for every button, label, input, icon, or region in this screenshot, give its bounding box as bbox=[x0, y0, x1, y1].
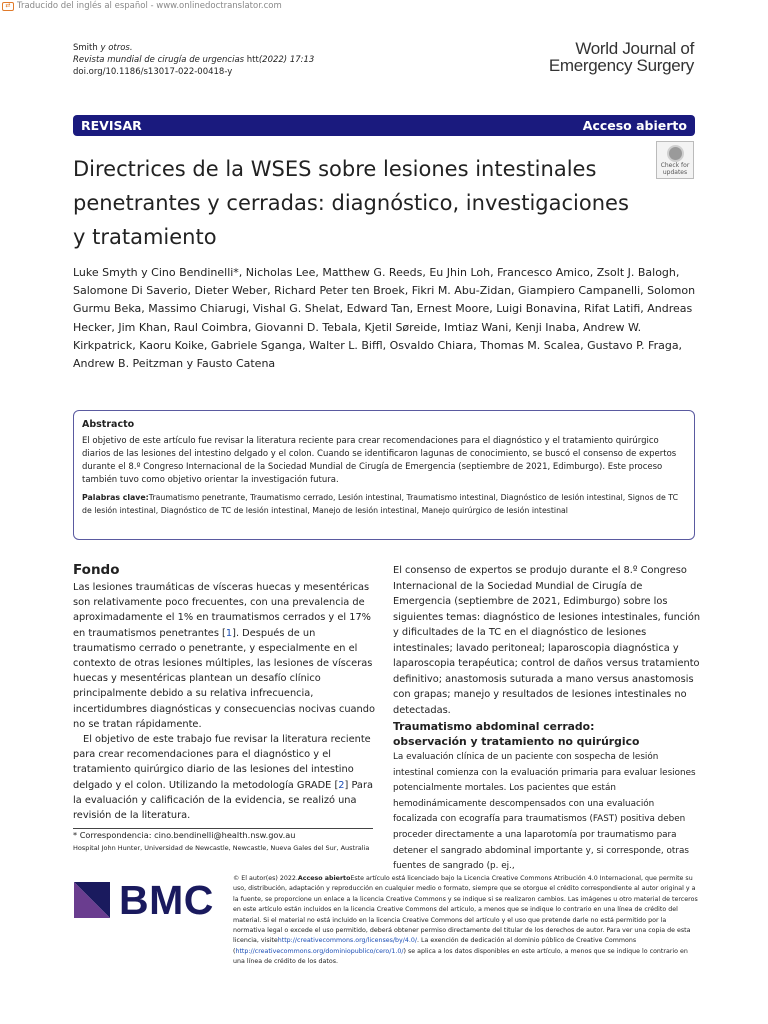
subsection-heading-line2: observación y tratamiento no quirúrgico bbox=[393, 735, 640, 748]
affiliation: Hospital John Hunter, Universidad de Newcastle, Newcastle, Nueva Gales del Sur, Australia bbox=[73, 844, 370, 852]
keywords bbox=[82, 491, 685, 517]
correspondence: * Correspondencia: cino.bendinelli@health.nsw.gov.au bbox=[73, 830, 296, 840]
license-link-cc0[interactable]: http://creativecommons.org/dominiopublico/cero/1.0/ bbox=[235, 947, 404, 955]
subsection-heading-line1: Traumatismo abdominal cerrado: bbox=[393, 720, 595, 733]
paragraph-text: ]. Después de un traumatismo cerrado o penetrante, y especialmente en el contexto de otras lesiones múltiples, las lesiones de vísceras huecas y mesentéricas plantean un desafío clínico principalmente debido a su relativa infrecuencia, incertidumbres diagnósticas y consecuencias nocivas cuando no se tratan rápidamente. bbox=[73, 627, 375, 730]
citation-authors bbox=[73, 42, 314, 54]
citation-author: Smith bbox=[73, 43, 98, 53]
right-column-consensus bbox=[393, 563, 701, 718]
reference-link[interactable]: 1 bbox=[225, 627, 233, 639]
check-updates-text bbox=[661, 163, 690, 176]
background-paragraph-1 bbox=[73, 580, 378, 732]
author-list: Luke Smyth y Cino Bendinelli*, Nicholas Lee, Matthew G. Reeds, Eu Jhin Loh, Francesco Amico, Zsolt J. Balogh, Salomone Di Saverio, Dieter Weber, Richard Peter ten Broek, Fikri M. Abu-Zidan, Giampiero Campanelli, Solomon Gurmu Beka, Massimo Chiarugi, Vishal G. Shelat, Edward Tan, Ernest Moore, Luigi Bonavina, Rifat Latifi, Andreas Hecker, Jim Khan, Raul Coimbra, Giovanni D. Tebala, Kjetil Søreide, Imtiaz Wani, Kenji Inaba, Andrew W. Kirkpatrick, Kaoru Koike, Gabriele Sganga, Walter L. Biffl, Osvaldo Chiara, Thomas M. Scalea, Gustavo P. Fraga, Andrew B. Peitzman y Fausto Catena bbox=[73, 266, 696, 371]
citation-journal-name: Revista mundial de cirugía de urgencias bbox=[73, 55, 245, 65]
license-text bbox=[233, 874, 698, 968]
check-updates-line2: updates bbox=[662, 168, 688, 176]
copyright: © El autor(es) 2022. bbox=[233, 875, 298, 882]
bmc-logo-text: BMC bbox=[119, 876, 214, 923]
paragraph-text: Las lesiones traumáticas de vísceras huecas y mesentéricas son relativamente poco frecuentes, con una prevalencia de aproximadamente el 1% en traumatismos cerrados y el 17% en traumatismos penetrantes [ bbox=[73, 582, 371, 639]
bmc-logo-icon bbox=[74, 882, 110, 918]
license-link-cc-by[interactable]: http://creativecommons.org/licenses/by/4.0/ bbox=[277, 937, 418, 945]
bmc-logo bbox=[74, 876, 214, 924]
journal-logo-line1: World Journal of bbox=[575, 39, 694, 58]
evaluation-paragraph: La evaluación clínica de un paciente con sospecha de lesión intestinal comienza con la evaluación primaria para evaluar lesiones potencialmente mortales. Los pacientes que están hemodinámicamente descompensados con una evaluación focalizada con ecografía para traumatismos (FAST) positiva deben proceder directamente a una laparotomía por traumatismo para detener el sangrado abdominal importante y, si corresponde, otras fuentes de sangrado (p. ej., bbox=[393, 752, 696, 872]
open-access-label: Acceso abierto bbox=[582, 118, 687, 133]
subsection-heading bbox=[393, 719, 703, 749]
right-column-evaluation bbox=[393, 750, 698, 875]
abstract-box bbox=[73, 410, 695, 540]
license-body: . La exención de dedicación al dominio público de Creative Commons ( bbox=[233, 937, 637, 955]
keywords-label: Palabras clave: bbox=[82, 493, 149, 502]
license-body: ) se aplica a los datos disponibles en este artículo, a menos que se indique lo contrario en una línea de crédito de los datos. bbox=[233, 947, 688, 966]
citation-etal: y otros. bbox=[100, 43, 133, 53]
paragraph-text: ] Para la evaluación y calificación de la evidencia, se realizó una revisión de la literatura. bbox=[73, 779, 373, 822]
article-title: Directrices de la WSES sobre lesiones intestinales penetrantes y cerradas: diagnóstico, investigaciones y tratamiento bbox=[73, 157, 629, 249]
check-updates-icon bbox=[667, 145, 684, 162]
keywords-list: Traumatismo penetrante, Traumatismo cerrado, Lesión intestinal, Traumatismo intestinal, Diagnóstico de lesión intestinal, Signos de TC de lesión intestinal, Diagnóstico de TC de lesión intestinal, Manejo de lesión intestinal, Manejo quirúrgico de lesión intestinal bbox=[82, 493, 679, 515]
check-updates-line1: Check for bbox=[660, 162, 690, 169]
license-body: Este artículo está licenciado bajo la Licencia Creative Commons Atribución 4.0 Internacional, que permite su uso, distribución, adaptación y reproducción en cualquier medio o formato, siempre que se otorgue el crédito correspondiente al autor original y a la fuente, se proporcione un enlace a la licencia Creative Commons y se indique si se realizaron cambios. Las imágenes u otro material de terceros en este artículo están incluidos en la licencia Creative Commons del artículo, a menos que se indique lo contrario en una línea de crédito del material. Si el material no está incluido en la licencia Creative Commons del artículo y el uso que pretende darle no está permitido por la normativa legal o excede el uso permitido, deberá obtener permiso directamente del titular de los derechos de autor. Para ver una copia de esta licencia, visite bbox=[233, 875, 698, 945]
translator-icon: ⇄ bbox=[2, 2, 14, 11]
reference-link[interactable]: 2 bbox=[338, 779, 345, 791]
background-column bbox=[73, 580, 378, 823]
translator-bar[interactable] bbox=[0, 0, 282, 12]
journal-logo-line2: Emergency Surgery bbox=[548, 56, 694, 75]
check-for-updates-badge[interactable] bbox=[656, 141, 694, 179]
article-type-label: REVISAR bbox=[81, 118, 142, 133]
article-type-banner bbox=[73, 115, 695, 136]
paragraph-text: El objetivo de este trabajo fue revisar la literatura reciente para crear recomendaciones para el diagnóstico y el tratamiento quirúrgico diario de las lesiones del intestino delgado y el colon. Utilizando la metodología GRADE [ bbox=[73, 734, 371, 791]
consensus-paragraph: El consenso de expertos se produjo durante el 8.º Congreso Internacional de la Sociedad Mundial de Cirugía de Emergencia (septiembre de 2021, Edimburgo) sobre los siguientes temas: diagnóstico de lesiones intestinales, función y dificultades de la TC en el diagnóstico de lesiones intestinales; lavado peritoneal; laparoscopia diagnóstica y laparoscopia terapéutica; control de daños versus tratamiento definitivo; anastomosis suturada a mano versus anastomosis con grapas; manejo y resultados de lesiones intestinales no detectadas. bbox=[393, 565, 701, 716]
background-paragraph-2 bbox=[73, 732, 378, 823]
citation-journal bbox=[73, 54, 314, 66]
open-access-bold: Acceso abierto bbox=[297, 875, 351, 882]
footnote bbox=[73, 829, 383, 855]
abstract-heading: Abstracto bbox=[82, 419, 135, 430]
translator-text[interactable]: Traducido del inglés al español - www.onlinedoctranslator.com bbox=[17, 1, 282, 11]
citation-block bbox=[73, 42, 314, 78]
abstract-body: El objetivo de este artículo fue revisar la literatura reciente para crear recomendaciones para el diagnóstico y el tratamiento quirúrgico diarios de las lesiones del intestino delgado y el colon. Cuando se identificaron lagunas de conocimiento, se buscó el consenso de expertos durante el 8.º Congreso Internacional de la Sociedad Mundial de Cirugía de Emergencia (septiembre de 2021, Edimburgo). Este proceso también tuvo como objetivo orientar la investigación futura. bbox=[82, 436, 677, 485]
citation-url-fragment[interactable]: htt bbox=[246, 55, 259, 65]
citation-volume: (2022) 17:13 bbox=[258, 55, 315, 65]
citation-doi[interactable]: doi.org/10.1186/s13017-022-00418-y bbox=[73, 67, 233, 77]
journal-logo bbox=[549, 40, 694, 74]
section-heading-background: Fondo bbox=[73, 562, 120, 578]
